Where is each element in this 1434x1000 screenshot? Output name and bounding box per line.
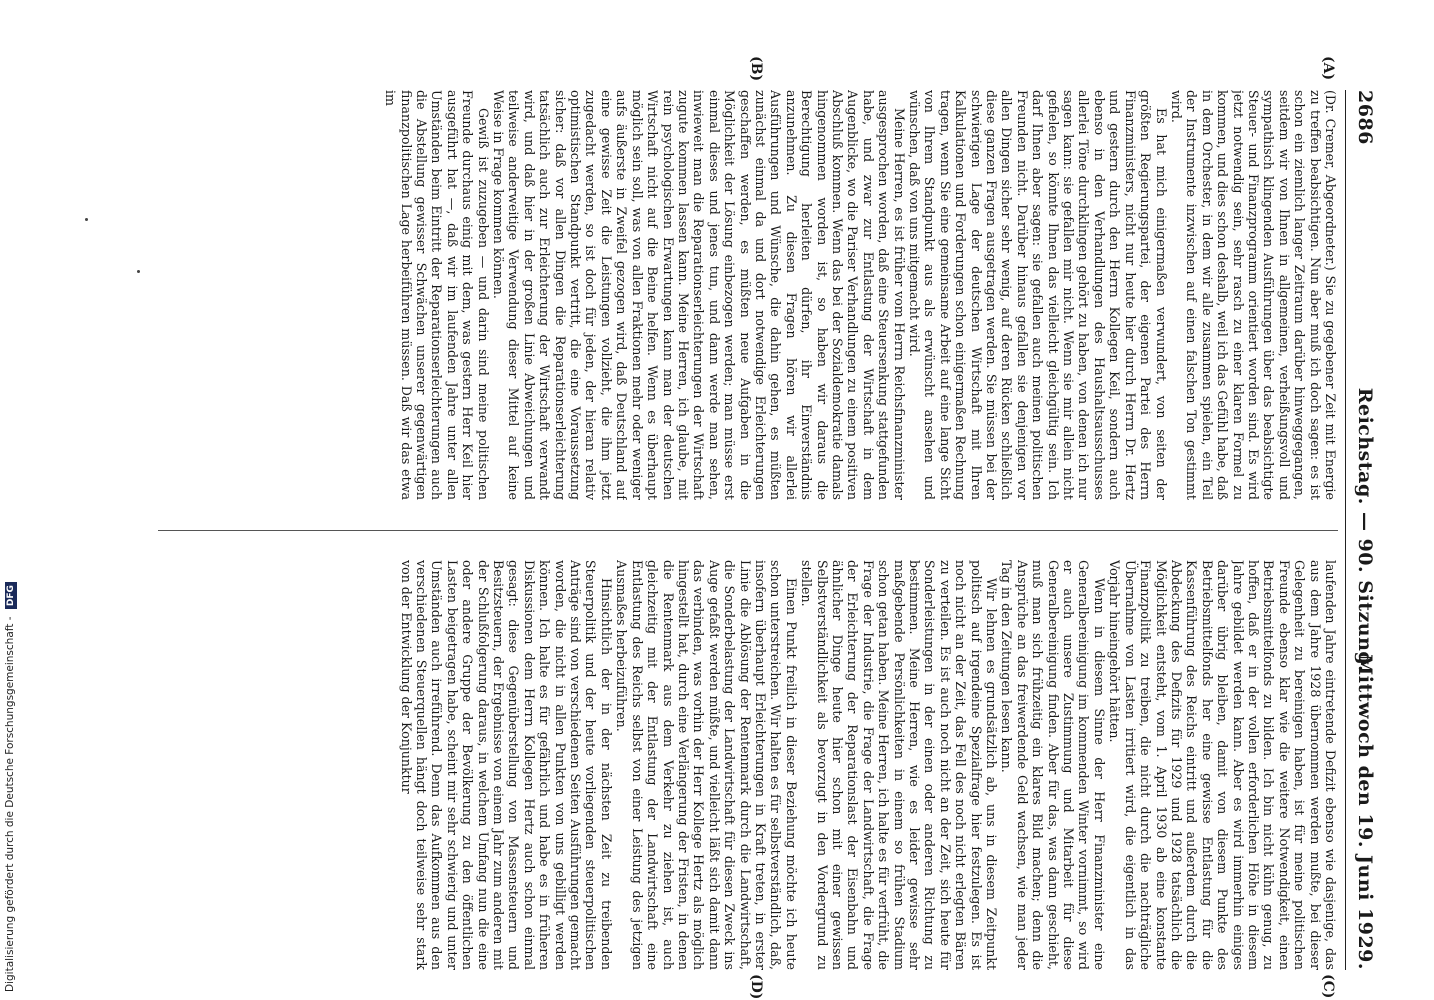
paragraph: laufenden Jahre eintretende Defizit ebenso wie dasjenige, das aus dem Jahre 1928 übernommen werden mußte, bei dieser Gelegenheit zu bereinigen haben, ist für meine politischen Freunde ebenso klar wie die weitere Notwendigkeit, einen Betriebsmittelfonds zu bilden. Ich bin nicht kühn genug, zu hoffen, daß er in der vollen erforderlichen Höhe in diesem Jahre gebildet werden kann. Aber es wird immerhin einiges darüber übrig bleiben, damit von diesem Punkte des Betriebsmittelfonds her eine gewisse Entlastung für die Kassenführung des Reichs eintritt und außerdem durch die Abdeckung des Defizits für 1929 und 1928 tatsächlich die Möglichkeit entsteht, vom 1. April 1930 ab eine konstante Finanzpolitik zu treiben, die nicht durch die nachträgliche Übernahme von Lasten irritiert wird, die eigentlich in das Vorjahr hineingehört hätten. bbox=[1107, 560, 1338, 970]
rotated-page-content bbox=[150, 56, 1380, 1000]
page-title: Reichstag. — 90. Sitzung. bbox=[1354, 387, 1376, 673]
scan-speck bbox=[85, 218, 88, 221]
dfg-logo: DFG bbox=[5, 582, 17, 609]
paragraph: (Dr. Cremer, Abgeordneter.) Sie zu gegebener Zeit mit Energie zu treffen beabsichtigen. Nun aber muß ich doch sagen: es ist schon ein ziemlich langer Zeitraum darüber hinweggegangen, seitdem wir von Ihnen in allgemeinen, verheißungsvoll und sympathisch klingenden Ausführungen über das beabsichtigte Steuer- und Finanzprogramm orientiert worden sind. Es wird jetzt notwendig sein, sehr rasch zu einer klaren Formel zu kommen, und dies schon deshalb, weil ich das Gefühl habe, daß in dem Orchester, in dem wir alle zusammen spielen, ein Teil der Instrumente inzwischen auf einen falschen Ton gestimmt wird. bbox=[1168, 90, 1338, 500]
margin-marker-c: (C) bbox=[1320, 974, 1336, 999]
paragraph: Es hat mich einigermaßen verwundert, von seiten der größten Regierungspartei, der eigenen Partei des Herrn Finanzministers, nicht nur heute hier durch Herrn Dr. Hertz und gestern durch den Herrn Kollegen Keil, sondern auch ebenso in den Verhandlungen des Haushaltsausschusses allerlei Töne durchklingen gehört zu haben, von denen ich nur sagen kann: sie gefallen mir nicht. Wenn sie mir allein nicht gefielen, so könnte Ihnen das vielleicht gleichgültig sein. Ich darf Ihnen aber sagen: sie gefallen auch meinen politischen Freunden nicht. Darüber hinaus gefallen sie denjenigen vor allen Dingen sicher sehr wenig, auf deren Rücken schließlich diese ganzen Fragen ausgetragen werden. Sie müssen bei der schwierigen Lage der deutschen Wirtschaft mit Ihren Kalkulationen und Forderungen schon einigermaßen Rechnung tragen, wenn Sie eine gemeinsame Arbeit auf eine lange Sicht von Ihrem Standpunkt aus als erwünscht ansehen und wünschen, daß von uns mitgemacht wird. bbox=[907, 90, 1169, 500]
paragraph: Wenn in diesem Sinne der Herr Finanzminister eine Generalbereinigung im kommenden Winter vornimmt, so wird er auch unsere Zustimmung und Mitarbeit für diese Generalbereinigung finden. Aber für das, was dann geschieht, muß man sich frühzeitig ein klares Bild machen; denn die Ansprüche an das freiwerdende Geld wachsen, wie man jeder Tag in den Zeitungen lesen kann. bbox=[999, 560, 1107, 970]
margin-marker-a: (A) bbox=[1320, 56, 1336, 81]
session-date: Mittwoch den 19. Juni 1929. bbox=[1354, 654, 1376, 970]
credit-text: Digitalisierung gefördert durch die Deutsche Forschungsgemeinschaft - bbox=[4, 616, 16, 992]
paragraph: Wir lehnen es grundsätzlich ab, uns in diesem Zeitpunkt politisch auf irgendeine Spezialfrage hier festzulegen. Es ist noch nicht an der Zeit, das Fell des noch nicht erlegten Bären zu verteilen. Es ist auch noch nicht an der Zeit, sich heute für Sonderleistungen in der einen oder anderen Richtung zu bestimmen. Meine Herren, wie es leider gewisse sehr maßgebende Persönlichkeiten in einem so frühen Stadium schon getan haben. Meine Herren, ich halte es für verfrüht, die Frage der Industrie, die Frage der Landwirtschaft, die Frage der Erleichterung der Reparationslast der Eisenbahn und ähnlicher Dinge heute hier schon mit einer gewissen Selbstverständlichkeit als bevorzugt in den Vordergrund zu stellen. bbox=[799, 560, 1000, 970]
page-number: 2686 bbox=[1354, 90, 1376, 145]
page-header bbox=[1345, 90, 1380, 970]
left-text-column bbox=[158, 90, 1338, 500]
paragraph: Hinsichtlich der in der nächsten Zeit zu treibenden Steuerpolitik und der heute vorliegenden steuerpolitischen Anträge sind von verschiedenen Seiten Ausführungen gemacht worden, die nicht in allen Punkten von uns gebilligt werden können. Ich halte es für gefährlich und habe es in früheren Diskussionen dem Herrn Kollegen Hertz auch schon einmal gesagt: diese Gegenüberstellung von Massensteuern und Besitzsteuern, der Ergebnisse von einem Jahr zum anderen mit der Schlußfolgerung daraus, in welchem Umfang nun die eine oder andere Gruppe der Bevölkerung zu den öffentlichen Lasten beigetragen habe, scheint mir sehr schwierig und unter Umständen auch irreführend. Denn das Aufkommen aus den verschiedenen Steuerquellen hängt doch teilweise sehr stark von der Entwicklung der Konjunktur bbox=[398, 560, 614, 970]
margin-marker-b: (B) bbox=[748, 56, 764, 82]
scan-speck bbox=[137, 270, 140, 273]
paragraph: Gewiß ist zuzugeben — und darin sind meine politischen Freunde durchaus einig mit dem, was gestern Herr Keil hier ausgeführt hat —, daß wir im laufenden Jahre unter allen Umständen beim Eintritt der Reparationserleichterungen auch die Abstellung gewisser Schwächen unserer gegenwärtigen finanzpolitischen Lage herbeiführen müssen. Daß wir das etwa im bbox=[383, 90, 491, 500]
right-text-column bbox=[158, 560, 1338, 970]
margin-marker-d: (D) bbox=[748, 974, 764, 1000]
paragraph: Meine Herren, es ist früher vom Herrn Reichsfinanzminister ausgesprochen worden, daß eine Steuersenkung stattgefunden habe, und zwar zur Entlastung der Wirtschaft in dem Augenblicke, wo die Pariser Verhandlungen zu einem positiven Abschluß kommen. Wenn das bei der Sozialdemokratie damals hingenommen worden ist, so haben wir daraus die Berechtigung herleiten dürfen, ihr Einverständnis anzunehmen. Zu diesen Fragen hören wir allerlei Ausführungen und Wünsche, die dahin gehen, es müßten zunächst einmal da und dort notwendige Erleichterungen geschaffen werden, es müßten neue Aufgaben in die Möglichkeit der Lösung einbezogen werden; man müsse erst einmal dieses und jenes tun, und dann werde man sehen, inwieweit man die Reparationserleichterungen der Wirtschaft zugute kommen lassen kann. Meine Herren, ich glaube, mit rein psychologischen Erwartungen kann man der deutschen Wirtschaft nicht auf die Beine helfen. Wenn es überhaupt möglich sein soll, was von allen Fraktionen mehr oder weniger aufs äußerste in Zweifel gezogen wird, daß Deutschland auf eine gewisse Zeit die Leistungen vollzieht, die ihm jetzt zugedacht werden, so ist doch für jeden, der hieran relativ optimistischen Standpunkt vertritt, die eine Voraussetzung sicher: daß vor allen Dingen die Reparationserleichterung tatsächlich auch zur Erleichterung der Wirtschaft verwandt wird, und daß hier in der großen Linie Abweichungen und teilweise anderweitige Verwendung dieser Mittel auf keine Weise in Frage kommen können. bbox=[491, 90, 907, 500]
column-divider bbox=[158, 530, 1338, 531]
paragraph: Einen Punkt freilich in dieser Beziehung möchte ich heute schon unterstreichen. Wir halten es für selbstverständlich, daß, insofern überhaupt Erleichterungen in Kraft treten, in erster Linie die Ablösung der Rentenmark durch die Landwirtschaft, die Sonderbelastung der Landwirtschaft für diesen Zweck ins Auge gefaßt werden müßte, und vielleicht läßt sich damit dann das verbinden, was vorhin der Herr Kollege Hertz als möglich hingestellt hat, durch eine Verlängerung der Fristen, in denen die Rentenmark aus dem Verkehr zu ziehen ist, auch gleichzeitig mit der Entlastung der Landwirtschaft eine Entlastung des Reichs selbst von einer Leistung des jetzigen Ausmaßes herbeizuführen. bbox=[614, 560, 799, 970]
digitization-credit bbox=[4, 585, 26, 992]
